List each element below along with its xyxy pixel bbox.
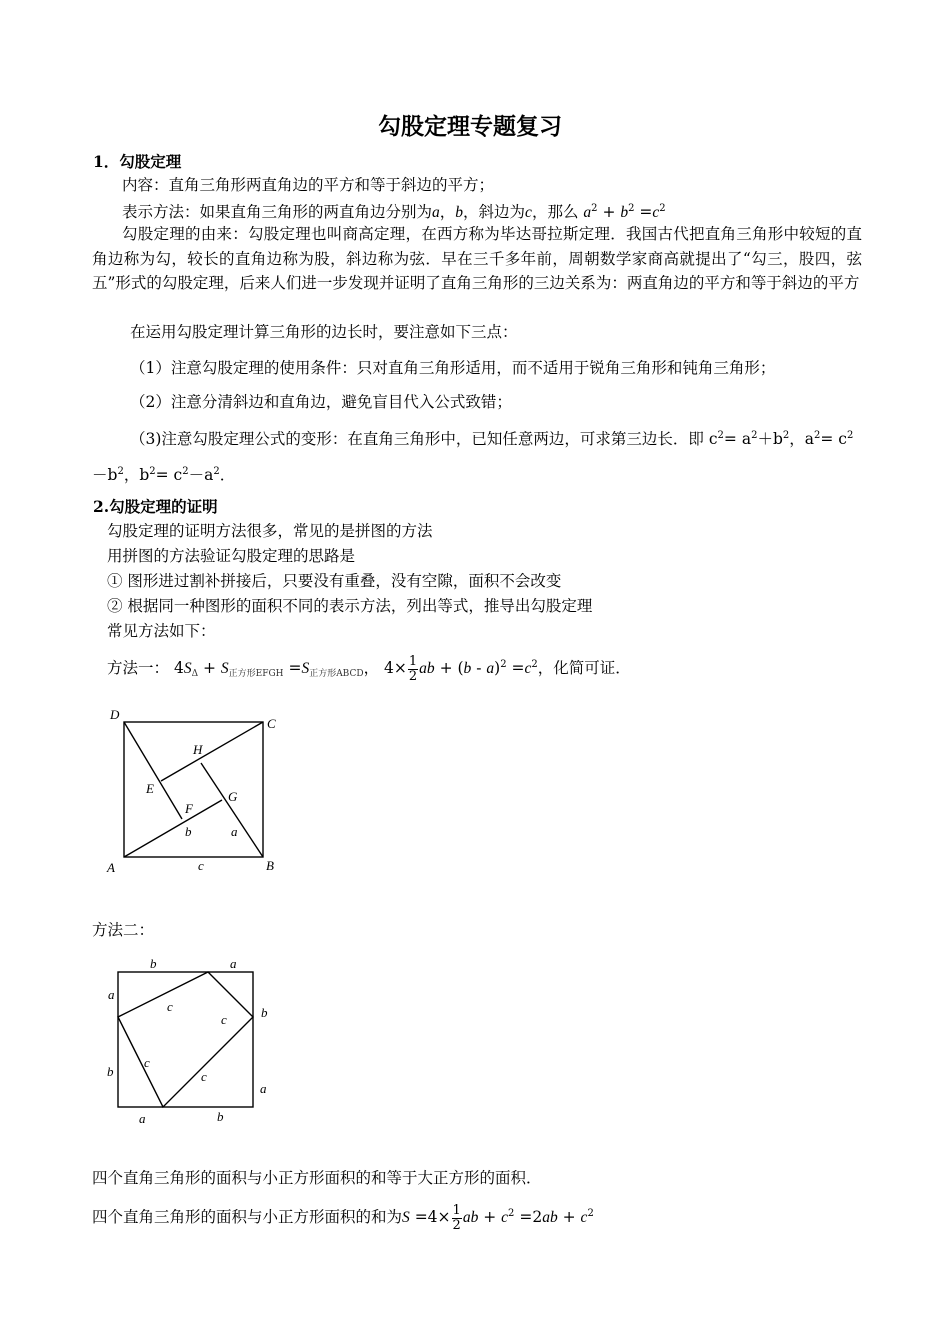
fig2-label-1: a xyxy=(230,956,237,971)
fig2-label-11: b xyxy=(217,1109,224,1124)
fig1-label-3: E xyxy=(146,781,154,796)
fig1-label-6: b xyxy=(185,824,192,839)
page-title: 勾股定理专题复习 xyxy=(378,113,562,140)
pythagorean-formula: $a^2 + b^2 =c^2$ xyxy=(583,203,666,221)
fig1-label-10: B xyxy=(266,858,274,873)
fig1-label-4: F xyxy=(185,801,193,816)
fig2-label-4: b xyxy=(261,1005,268,1020)
theorem-representation: 表示方法：如果直角三角形的两直角边分别为a，b，斜边为c，那么 $a^2 + b^2 =c^2$ xyxy=(122,203,666,221)
note-1: （1）注意勾股定理的使用条件：只对直角三角形适用，而不适用于锐角三角形和钝角三角形； xyxy=(130,359,776,377)
conclusion-2: 四个直角三角形的面积与小正方形面积的和为S =4× $\frac{1}{2}$ ab + $c^2 =2ab + c^2$ xyxy=(92,1202,594,1233)
method-2-label: 方法二： xyxy=(92,921,155,939)
method-1-figure xyxy=(100,705,290,880)
fig1-label-7: a xyxy=(231,824,238,839)
fig1-label-9: c xyxy=(198,858,204,873)
segment-d-f xyxy=(124,722,182,819)
fig2-label-6: c xyxy=(144,1055,150,1070)
section-1-heading: 1．勾股定理 xyxy=(93,152,182,171)
fig1-label-2: H xyxy=(193,742,203,757)
segment-a-g xyxy=(124,800,222,857)
theorem-origin-paragraph: 勾股定理的由来：勾股定理也叫商高定理，在西方称为毕达哥拉斯定理．我国古代把直角三角形中较短的直角边称为勾，较长的直角边称为股，斜边称为弦．早在三千多年前，周朝数学家商高就提出了“勾三，股四，弦五”形式的勾股定理，后来人们进一步发现并证明了直角三角形的三边关系为：两直角边的平方和等于斜边的平方 xyxy=(92,225,862,292)
fig1-label-5: G xyxy=(228,789,238,804)
segment-c-e xyxy=(161,722,263,781)
note-3-line-1: （3)注意勾股定理公式的变形：在直角三角形中，已知任意两边，可求第三边长．即 $c^2= a^2+b^2$，$a^2= c^2$ xyxy=(130,430,854,448)
fig1-label-0: D xyxy=(110,707,120,722)
method-1-formula: 方法一： $4S_\Delta + S_{正方形EFGH} =S_{正方形ABCD}$， 4× $\frac{1}{2}$ ab + $(b - a)^2 =c^2$，化简可证． xyxy=(107,653,631,684)
fig2-label-7: b xyxy=(107,1064,114,1079)
fig2-label-9: a xyxy=(260,1081,267,1096)
conclusion-1: 四个直角三角形的面积与小正方形面积的和等于大正方形的面积． xyxy=(92,1169,542,1187)
proof-line-5: 常见方法如下： xyxy=(107,622,216,640)
fig2-label-0: b xyxy=(150,956,157,971)
fig2-label-10: a xyxy=(139,1111,146,1126)
proof-line-2: 用拼图的方法验证勾股定理的思路是 xyxy=(107,547,356,565)
notes-intro: 在运用勾股定理计算三角形的边长时，要注意如下三点： xyxy=(130,323,518,341)
proof-line-4: ② 根据同一种图形的面积不同的表示方法，列出等式，推导出勾股定理 xyxy=(107,597,593,615)
fig1-label-1: C xyxy=(267,716,276,731)
theorem-content: 内容：直角三角形两直角边的平方和等于斜边的平方； xyxy=(122,176,495,194)
fig2-label-3: c xyxy=(167,999,173,1014)
segment-b-h xyxy=(201,763,263,857)
fig2-label-2: a xyxy=(108,987,115,1002)
note-2: （2）注意分清斜边和直角边，避免盲目代入公式致错； xyxy=(130,393,512,411)
fig2-label-8: c xyxy=(201,1069,207,1084)
fig1-label-8: A xyxy=(107,860,115,875)
proof-line-1: 勾股定理的证明方法很多，常见的是拼图的方法 xyxy=(107,522,433,540)
section-2-heading: 2.勾股定理的证明 xyxy=(93,497,218,516)
outer-square xyxy=(118,972,253,1107)
figure-1-labels xyxy=(106,707,276,875)
inner-tilted-square xyxy=(118,972,253,1107)
proof-line-3: ① 图形进过割补拼接后，只要没有重叠，没有空隙，面积不会改变 xyxy=(107,572,562,590)
note-3-line-2: $-b^2$，$b^2= c^2-a^2$． xyxy=(92,466,236,484)
fig2-label-5: c xyxy=(221,1012,227,1027)
method-2-figure xyxy=(100,953,280,1131)
